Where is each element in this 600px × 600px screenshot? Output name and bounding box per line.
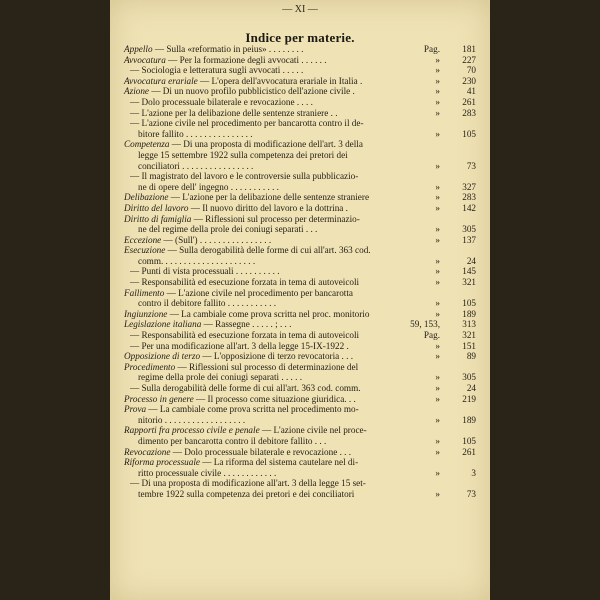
- entry-term: Diritto di famiglia: [124, 213, 192, 224]
- entry-description: ne di opere dell' ingegno . . . . . . . . . . .: [138, 181, 279, 192]
- entry-text: [130, 171, 358, 182]
- entry-page-number: 105: [462, 128, 476, 139]
- entry-text: [124, 309, 369, 320]
- entry-text: [130, 97, 313, 108]
- index-entry: [124, 489, 476, 500]
- entry-description: legge 15 settembre 1922 sulla competenza dei pretori dei: [138, 149, 348, 160]
- entry-page-label: »: [435, 393, 440, 404]
- entry-page-number: 305: [462, 372, 476, 383]
- entry-term: Appello: [124, 44, 153, 54]
- entry-page-number: 142: [462, 202, 476, 213]
- entry-description: conciliatori . . . . . . . . . . . . . . . .: [138, 160, 254, 171]
- entry-text: [124, 55, 327, 66]
- entry-text: [124, 394, 356, 405]
- entry-text: [138, 468, 276, 479]
- entry-text: [138, 489, 354, 500]
- entry-page-label: »: [435, 351, 440, 362]
- entry-description: — Rassegne . . . . . ; . . .: [201, 319, 292, 330]
- entry-description: — La cambiale come prova scritta nel procedimento mo-: [146, 404, 359, 415]
- entry-text: [130, 108, 338, 119]
- entry-text: [124, 203, 348, 214]
- entry-text: [138, 150, 348, 161]
- index-entry: [124, 65, 476, 76]
- entry-page-number: 24: [466, 383, 476, 393]
- entry-description: bitore fallito . . . . . . . . . . . . . . .: [138, 128, 253, 139]
- entry-page-number: 105: [462, 298, 476, 309]
- entry-page-number: 189: [462, 414, 476, 425]
- entry-text: [124, 86, 355, 97]
- entry-term: Delibazione: [124, 192, 169, 203]
- entry-page-label: »: [435, 372, 440, 383]
- entry-page-number: 283: [462, 107, 476, 118]
- entry-page-number: 230: [462, 75, 476, 86]
- entry-page-number: 261: [462, 446, 476, 457]
- entry-description: — Responsabilità ed esecuzione forzata in tema di autoveicoli: [130, 277, 360, 288]
- entry-term: Ingiunzione: [124, 308, 168, 319]
- entry-term: Avvocatura: [124, 54, 166, 65]
- entry-description: — Riflessioni sul processo di determinazione del: [175, 361, 359, 372]
- entry-description: nitorio . . . . . . . . . . . . . . . . . .: [138, 414, 246, 425]
- entry-description: — (Sull') . . . . . . . . . . . . . . . .: [161, 234, 272, 245]
- entry-description: — Di una proposta di modificazione dell'art. 3 della: [169, 139, 363, 150]
- entry-text: [124, 351, 353, 362]
- index-entry: [124, 468, 476, 479]
- entry-page-label: 59, 153,: [410, 319, 440, 330]
- entry-term: Procedimento: [124, 361, 176, 372]
- entry-text: [138, 161, 253, 172]
- entry-text: [130, 330, 359, 341]
- entry-text: [124, 76, 362, 87]
- entry-page-number: 189: [462, 308, 476, 319]
- entry-term: Revocazione: [124, 446, 171, 457]
- index-entry: [124, 118, 476, 129]
- entry-description: — L'opera dell'avvocatura erariale in Italia .: [197, 75, 363, 86]
- entry-text: [124, 362, 358, 373]
- entry-text: [130, 277, 359, 288]
- index-entry: [124, 129, 476, 140]
- index-entries: [124, 44, 476, 500]
- entry-description: — Punti di vista processuali . . . . . . . . . .: [130, 266, 280, 277]
- index-entry: [124, 266, 476, 277]
- entry-text: [130, 383, 361, 394]
- entry-text: [124, 44, 303, 55]
- index-entry: [124, 478, 476, 489]
- entry-page-label: »: [435, 446, 440, 457]
- entry-description: — Sociologia e letteratura sugli avvocati . . . . .: [130, 65, 304, 76]
- entry-page-label: »: [435, 75, 440, 86]
- entry-description: — L'azione civile nel procedimento per bancarotta: [164, 287, 353, 298]
- entry-term: Eccezione: [124, 234, 162, 245]
- entry-page-label: »: [435, 277, 440, 288]
- index-entry: [124, 298, 476, 309]
- entry-page-label: »: [435, 255, 440, 266]
- entry-term: Competenza: [124, 139, 170, 150]
- index-entry: [124, 235, 476, 246]
- index-entry: [124, 404, 476, 415]
- page-title: Indice per materie.: [245, 30, 355, 45]
- entry-description: — L'azione per la delibazione delle sentenze straniere: [168, 192, 370, 203]
- entry-term: Fallimento: [124, 287, 165, 298]
- entry-description: — Sulla «reformatio in peius» . . . . . . . .: [152, 44, 304, 54]
- index-entry: [124, 447, 476, 458]
- index-entry: [124, 415, 476, 426]
- index-entry: [124, 224, 476, 235]
- entry-page-label: »: [435, 128, 440, 139]
- entry-page-number: 181: [462, 44, 476, 54]
- entry-page-label: »: [435, 234, 440, 245]
- entry-page-label: Pag.: [423, 44, 440, 54]
- entry-text: [124, 404, 359, 415]
- entry-page-label: »: [435, 224, 440, 235]
- entry-text: [138, 415, 245, 426]
- entry-page-number: 137: [462, 234, 476, 245]
- entry-description: regime della prole dei coniugi separati . . . . .: [138, 372, 303, 383]
- index-entry: [124, 362, 476, 373]
- index-entry: [124, 383, 476, 394]
- entry-page-number: 73: [466, 488, 476, 499]
- entry-page-number: 261: [462, 96, 476, 107]
- index-entry: [124, 76, 476, 87]
- index-entry: [124, 214, 476, 225]
- entry-page-label: »: [435, 383, 440, 393]
- entry-description: — L'azione civile nel proce-: [259, 425, 367, 436]
- entry-page-label: »: [435, 435, 440, 446]
- entry-term: Processo in genere: [124, 393, 194, 404]
- entry-description: — La riforma del sistema cautelare nel di-: [199, 457, 359, 468]
- entry-text: [138, 298, 276, 309]
- entry-description: dimento per bancarotta contro il debitore fallito . . .: [138, 435, 327, 446]
- entry-text: [138, 372, 302, 383]
- entry-page-label: Pag.: [423, 330, 440, 341]
- entry-page-label: »: [435, 96, 440, 107]
- entry-term: Riforma processuale: [124, 457, 200, 468]
- entry-page-label: »: [435, 414, 440, 425]
- entry-description: — Il processo come situazione giuridica. . .: [193, 393, 356, 404]
- entry-text: [138, 256, 255, 267]
- entry-text: [124, 245, 371, 256]
- index-entry: [124, 341, 476, 352]
- entry-text: [138, 224, 317, 235]
- entry-page-number: 313: [462, 319, 476, 330]
- index-entry: [124, 425, 476, 436]
- index-entry: [124, 55, 476, 66]
- entry-text: [124, 447, 351, 458]
- entry-text: [124, 214, 360, 225]
- entry-term: Prova: [124, 404, 147, 415]
- entry-description: — L'azione per la delibazione delle sentenze straniere . .: [130, 107, 338, 118]
- entry-description: — Di un nuovo profilo pubblicistico dell'azione civile .: [149, 86, 355, 97]
- entry-page-number: 219: [462, 393, 476, 404]
- entry-page-label: »: [435, 340, 440, 351]
- entry-page-label: »: [435, 65, 440, 76]
- index-entry: [124, 171, 476, 182]
- entry-description: — L'azione civile nel procedimento per bancarotta contro il de-: [130, 118, 364, 129]
- entry-description: — Per la formazione degli avvocati . . . . . .: [165, 54, 327, 65]
- entry-text: [130, 65, 303, 76]
- entry-text: [124, 235, 271, 246]
- entry-page-label: »: [435, 298, 440, 309]
- index-entry: [124, 182, 476, 193]
- entry-page-number: 283: [462, 192, 476, 203]
- index-entry: [124, 436, 476, 447]
- entry-description: — Sulla derogabilità delle forme di cui all'art. 363 cod. comm.: [130, 383, 361, 393]
- index-entry: [124, 309, 476, 320]
- entry-page-label: »: [435, 488, 440, 499]
- entry-page-number: 3: [471, 467, 476, 478]
- index-entry: [124, 192, 476, 203]
- entry-page-label: »: [435, 202, 440, 213]
- entry-term: Avvocatura erariale: [124, 75, 198, 86]
- entry-description: — Di una proposta di modificazione all'art. 3 della legge 15 set-: [130, 478, 366, 489]
- index-entry: [124, 288, 476, 299]
- entry-page-label: »: [435, 86, 440, 97]
- entry-text: [138, 129, 253, 140]
- entry-page-number: 105: [462, 435, 476, 446]
- entry-description: — Dolo processuale bilaterale e revocazione . . .: [170, 446, 352, 457]
- entry-description: ne del regime della prole dei coniugi separati . . .: [138, 224, 318, 235]
- entry-text: [124, 288, 353, 299]
- entry-description: — Sulla derogabilità delle forme di cui all'art. 363 cod.: [165, 245, 371, 256]
- entry-text: [124, 192, 369, 203]
- entry-page-label: »: [435, 308, 440, 319]
- entry-page-number: 321: [462, 277, 476, 288]
- entry-text: [130, 266, 280, 277]
- entry-page-number: 151: [462, 340, 476, 351]
- entry-term: Diritto del lavoro: [124, 202, 189, 213]
- index-entry: [124, 277, 476, 288]
- entry-page-number: 70: [466, 65, 476, 76]
- index-entry: [124, 351, 476, 362]
- entry-term: Esecuzione: [124, 245, 166, 256]
- index-entry: [124, 245, 476, 256]
- entry-page-number: 145: [462, 266, 476, 277]
- entry-page-label: »: [435, 160, 440, 171]
- entry-page-number: 227: [462, 54, 476, 65]
- entry-description: — Riflessioni sul processo per determinazio-: [191, 213, 360, 224]
- entry-text: [138, 182, 279, 193]
- entry-description: ritto processuale civile . . . . . . . . . . . .: [138, 467, 277, 478]
- index-entry: [124, 372, 476, 383]
- page-number: — XI —: [282, 4, 318, 15]
- entry-term: Legislazione italiana: [124, 319, 202, 330]
- entry-description: — La cambiale come prova scritta nel proc. monitorio: [167, 308, 370, 319]
- entry-page-number: 73: [466, 160, 476, 171]
- entry-term: Rapporti fra processo civile e penale: [124, 425, 260, 436]
- index-entry: [124, 150, 476, 161]
- entry-text: [130, 478, 366, 489]
- index-entry: [124, 330, 476, 341]
- entry-page-label: »: [435, 266, 440, 277]
- entry-description: — Dolo processuale bilaterale e revocazione . . . .: [130, 96, 313, 107]
- entry-text: [124, 319, 291, 330]
- entry-description: — Per una modificazione all'art. 3 della legge 15-IX-1922 .: [130, 340, 349, 351]
- entry-page-label: »: [435, 54, 440, 65]
- entry-page-label: »: [435, 181, 440, 192]
- entry-page-number: 24: [466, 255, 476, 266]
- entry-page-number: 321: [462, 330, 476, 341]
- index-entry: [124, 139, 476, 150]
- entry-page-number: 41: [466, 86, 476, 97]
- entry-text: [138, 436, 326, 447]
- index-entry: [124, 161, 476, 172]
- entry-description: — Responsabilità ed esecuzione forzata in tema di autoveicoli: [130, 330, 360, 341]
- entry-page-number: 89: [466, 351, 476, 362]
- book-page: [110, 0, 490, 600]
- entry-description: tembre 1922 sulla competenza dei pretori e dei conciliatori: [138, 488, 355, 499]
- entry-text: [124, 457, 358, 468]
- entry-description: contro il debitore fallito . . . . . . . . . . .: [138, 298, 277, 309]
- entry-page-label: »: [435, 467, 440, 478]
- entry-term: Opposizione di terzo: [124, 351, 201, 362]
- index-entry: [124, 256, 476, 267]
- entry-page-number: 305: [462, 224, 476, 235]
- index-entry: [124, 44, 476, 55]
- index-entry: [124, 97, 476, 108]
- entry-text: [130, 341, 349, 352]
- entry-description: — Il magistrato del lavoro e le controversie sulla pubblicazio-: [130, 171, 359, 182]
- entry-description: — Il nuovo diritto del lavoro e la dottrina .: [188, 202, 348, 213]
- entry-term: Azione: [124, 86, 150, 97]
- entry-description: comm. . . . . . . . . . . . . . . . . . . . .: [138, 255, 256, 266]
- index-entry: [124, 86, 476, 97]
- entry-page-label: »: [435, 107, 440, 118]
- entry-text: [130, 118, 364, 129]
- entry-page-number: 327: [462, 181, 476, 192]
- entry-page-label: »: [435, 192, 440, 203]
- index-entry: [124, 457, 476, 468]
- index-entry: [124, 108, 476, 119]
- entry-description: — L'opposizione di terzo revocatoria . . .: [200, 351, 354, 362]
- index-entry: [124, 319, 476, 330]
- entry-text: [124, 425, 367, 436]
- index-entry: [124, 394, 476, 405]
- index-entry: [124, 203, 476, 214]
- entry-text: [124, 139, 363, 150]
